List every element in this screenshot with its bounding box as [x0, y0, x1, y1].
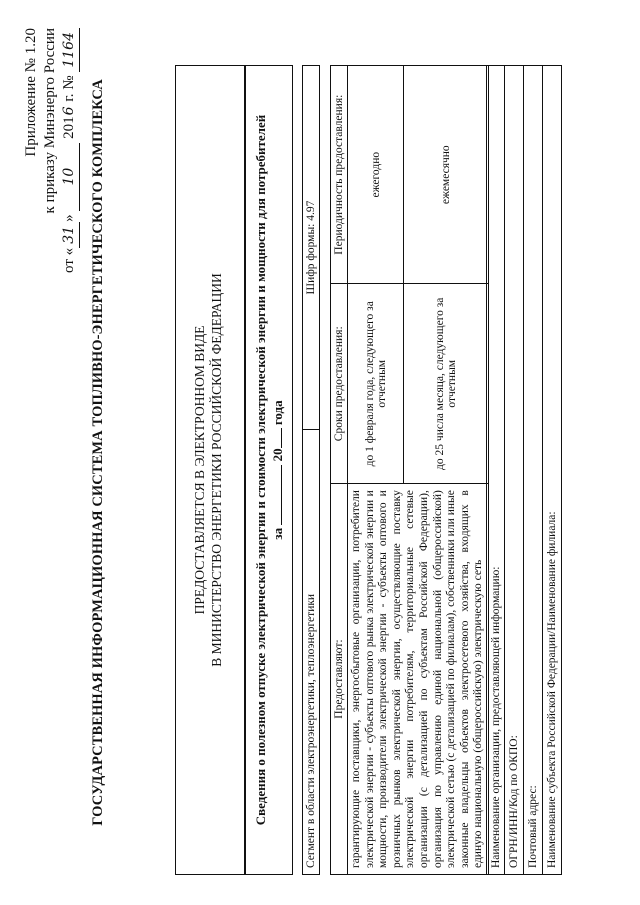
org-ogrn-field[interactable]: ОГРН/ИНН/Код по ОКПО: [505, 65, 524, 875]
periodicity-cell: ежемесячно [404, 66, 489, 284]
deadline-cell: до 1 февраля года, следующего за отчетным [348, 284, 404, 484]
appendix-number: 1164 [60, 28, 80, 72]
submission-table [330, 65, 489, 875]
appendix-line-2: к приказу Минэнерго России [42, 28, 58, 214]
periodicity-header: Периодичность предоставления: [331, 66, 348, 284]
providers-cell: гарантирующие поставщики, энергосбытовые организации, потребители электрической энергии - субъекты оптового рынка электрической энергии и мощности, производители электрической энергии - субъекты оптового и розничных рынков электрической энергии, осуществляющие поставку электрической энергии потребителям, территориальные сетевые организации (с детализацией по субъектам Российской Федерации), организация по управлению единой национальной (общероссийской) электрической сетью (с детализацией по филиалам), собственники или иные законные владельцы объектов электросетевого хозяйства, входящих в единую национальную (общероссийскую) электрическую сеть [348, 484, 489, 875]
report-info-title: Сведения о полезном отпуске электрической энергии и стоимости электрической энергии и мощности для потребителей [253, 114, 268, 826]
segment-row [302, 65, 320, 875]
submission-header-line-1: ПРЕДОСТАВЛЯЕТСЯ В ЭЛЕКТРОННОМ ВИДЕ [192, 325, 207, 615]
org-address-field[interactable]: Почтовый адрес: [524, 65, 543, 875]
report-info [245, 65, 293, 875]
appendix-month: 10 [60, 143, 80, 211]
providers-header: Предоставляют: [331, 484, 348, 875]
deadline-header: Сроки предоставления: [331, 284, 348, 484]
form-code: Шифр формы: 4.97 [303, 66, 320, 430]
appendix-year-digit: 6 [61, 106, 77, 116]
organization-block [486, 65, 562, 875]
appendix-line-1: Приложение № 1.20 [23, 28, 39, 157]
org-subject-field[interactable]: Наименование субъекта Российской Федерации/Наименование филиала: [543, 65, 562, 875]
appendix-day: 31 [60, 222, 80, 248]
document-title: ГОСУДАРСТВЕННАЯ ИНФОРМАЦИОННАЯ СИСТЕМА ТОПЛИВНО-ЭНЕРГЕТИЧЕСКОГО КОМПЛЕКСА [90, 79, 106, 826]
periodicity-cell: ежегодно [348, 66, 404, 284]
appendix-date-line: от «31» 10 2016 г. № 1164 [60, 28, 80, 273]
segment-label: Сегмент в области электроэнергетики, теплоэнергетики [303, 430, 320, 875]
submission-header-line-2: В МИНИСТЕРСТВО ЭНЕРГЕТИКИ РОССИЙСКОЙ ФЕДЕРАЦИИ [209, 273, 224, 667]
org-name-field[interactable]: Наименование организации, предоставляющей информацию: [486, 65, 505, 875]
report-period: за 20 года [270, 400, 285, 540]
appendix-block [22, 28, 80, 273]
deadline-cell: до 25 числа месяца, следующего за отчетным [404, 284, 489, 484]
submission-header [175, 65, 245, 875]
